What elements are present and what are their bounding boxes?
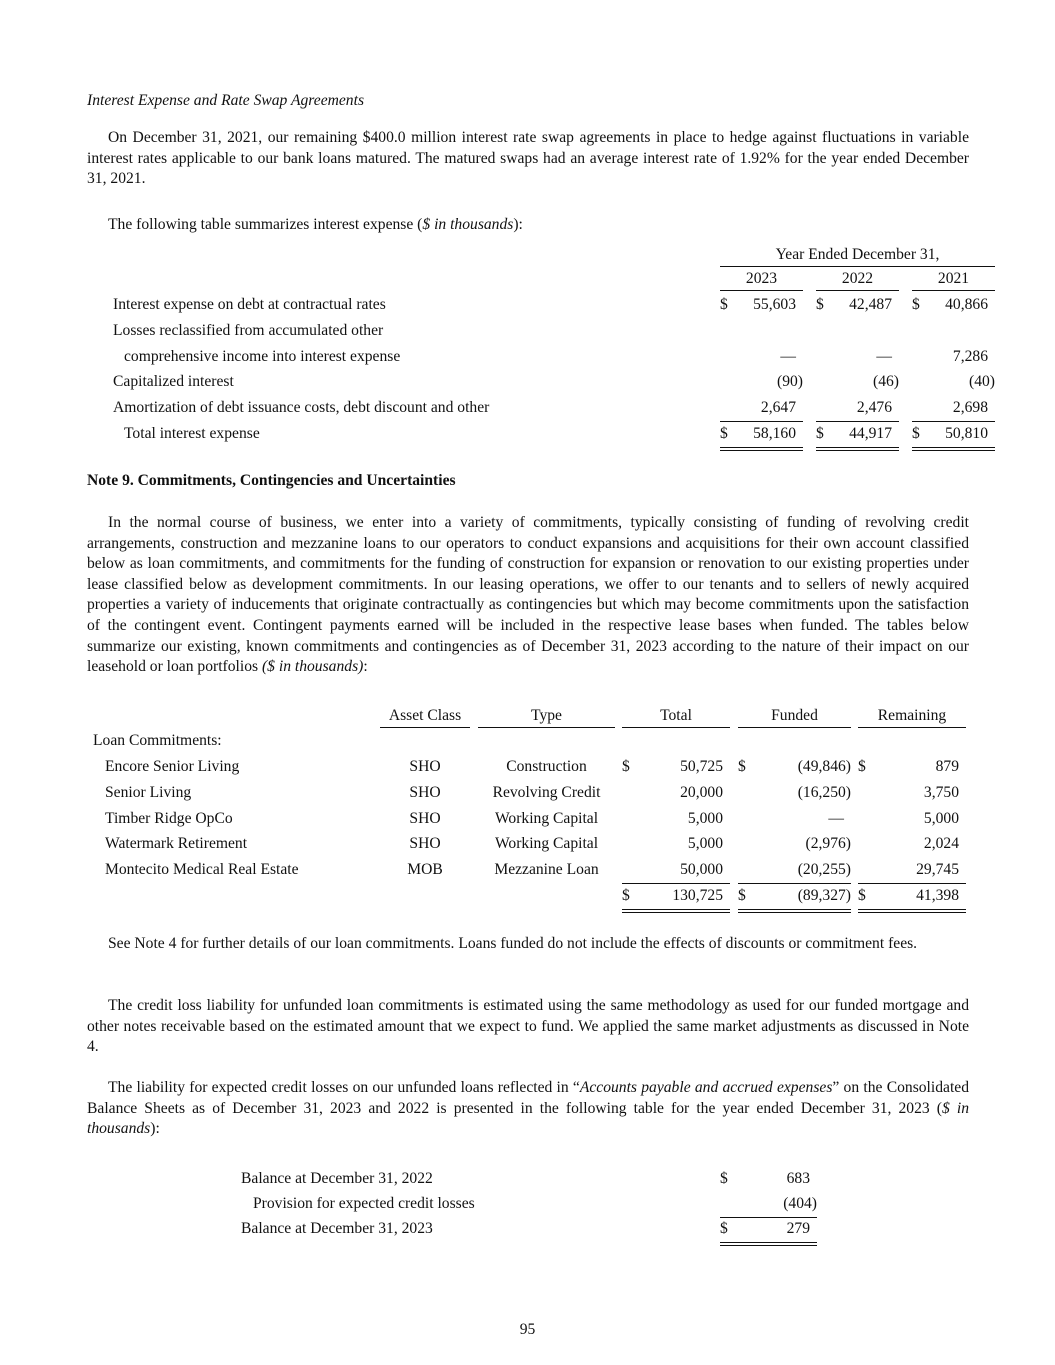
year-header: 2023	[720, 268, 803, 291]
column-header: Funded	[738, 705, 851, 728]
row-label: comprehensive income into interest expense	[124, 347, 401, 365]
remaining-cell	[858, 883, 966, 913]
loan-type: Mezzanine Loan	[494, 861, 599, 879]
amount-value: (46)	[873, 373, 899, 391]
asset-class: MOB	[407, 861, 443, 879]
remaining-cell	[858, 780, 966, 806]
text: ):	[513, 216, 523, 233]
amount-value: 7,286	[952, 347, 988, 365]
amount-value: 41,398	[916, 887, 959, 904]
amount-value: 5,000	[923, 809, 959, 827]
table-row	[0, 780, 1055, 806]
currency-symbol: $	[816, 425, 824, 442]
amount-value: 42,487	[849, 296, 892, 313]
amount-value: 40,866	[945, 296, 988, 313]
amount-cell	[912, 395, 995, 422]
amount-cell	[720, 395, 803, 422]
operator-name: Montecito Medical Real Estate	[105, 861, 299, 879]
asset-class: SHO	[409, 809, 441, 827]
column-header: Total	[622, 705, 730, 728]
amount-value: —	[876, 347, 892, 365]
amount-value: 2,476	[856, 399, 892, 417]
text-italic: Accounts payable and accrued expenses	[579, 1079, 833, 1096]
row-label: Amortization of debt issuance costs, debt discount and other	[113, 399, 490, 417]
amount-value: 58,160	[753, 425, 796, 442]
amount-cell	[720, 292, 803, 318]
amount-cell	[720, 369, 803, 395]
text-italic: $ in thousands	[87, 1099, 969, 1138]
currency-symbol: $	[912, 425, 920, 442]
amount-cell	[816, 395, 899, 422]
text: :	[363, 658, 368, 676]
currency-symbol: $	[720, 1220, 728, 1237]
table-row	[0, 1166, 1055, 1192]
group-label: Loan Commitments:	[93, 732, 222, 749]
amount-value	[988, 318, 995, 344]
amount-cell	[720, 318, 803, 344]
table-row	[0, 421, 1055, 447]
amount-value: 50,000	[680, 861, 723, 879]
table-row	[0, 395, 1055, 421]
operator-name: Senior Living	[105, 783, 192, 801]
currency-symbol: $	[816, 296, 824, 313]
table-row	[0, 1191, 1055, 1217]
text: In the normal course of business, we enter into a variety of commitments, typically consisting of funding of revolving credit arrangements, construction and mezzanine loans to our operators to conduct expansions and acquisitions for their own account classified below as loan commitments, and commitments for the funding of construction for expansion or renovation to our existing properties under lease classified below as development commitments. In our leasing operations, we offer to our tenants and to sellers of newly acquired properties a variety of inducements that originate contractually as contingencies but which may become commitments upon the satisfaction of the contingent event. Contingent payments earned will be included in the respective lease bases when funded. The tables below summarize our existing, known commitments and contingencies as of December 31, 2023 according to the nature of their impact on our leasehold or loan portfolios	[87, 514, 969, 676]
amount-cell	[912, 369, 995, 395]
column-header: Asset Class	[380, 705, 470, 728]
amount-cell	[912, 421, 995, 451]
amount-value: 29,745	[916, 861, 959, 879]
amount-cell	[720, 1166, 817, 1192]
amount-value: 879	[935, 758, 959, 775]
total-cell	[622, 883, 730, 913]
paragraph-credit-loss: The credit loss liability for unfunded loan commitments is estimated using the same methodology as used for our funded mortgage and other notes receivable based on the estimated amount that we expect to fund. We applied the same market adjustments as discussed in Note 4.	[87, 997, 969, 1056]
currency-symbol: $	[622, 758, 630, 775]
total-cell	[622, 831, 730, 857]
amount-value: 2,024	[923, 835, 959, 853]
total-cell	[622, 806, 730, 832]
paragraph-swap: On December 31, 2021, our remaining $400.0 million interest rate swap agreements in place to hedge against fluctuations in variable interest rates applicable to our bank loans matured. The matured swaps had an average interest rate of 1.92% for the year ended December 31, 2021.	[87, 129, 969, 188]
table-row	[0, 292, 1055, 318]
amount-value: (404)	[783, 1195, 817, 1212]
amount-value: 55,603	[753, 296, 796, 313]
row-label: Provision for expected credit losses	[253, 1195, 475, 1212]
amount-cell	[720, 1216, 817, 1246]
asset-class: SHO	[409, 758, 441, 775]
funded-cell	[738, 754, 851, 780]
row-label: Interest expense on debt at contractual rates	[113, 296, 386, 313]
amount-value: 50,725	[680, 758, 723, 775]
operator-name: Watermark Retirement	[105, 835, 248, 853]
year-header: 2021	[912, 268, 995, 291]
amount-value: 2,647	[760, 399, 796, 417]
currency-symbol: $	[720, 425, 728, 442]
amount-cell	[816, 292, 899, 318]
table-row	[0, 806, 1055, 832]
currency-symbol: $	[720, 1170, 728, 1187]
amount-value: —	[780, 347, 796, 365]
funded-cell	[738, 831, 851, 857]
amount-value: (16,250)	[797, 783, 851, 801]
table-row	[0, 831, 1055, 857]
amount-value: 20,000	[680, 783, 723, 801]
column-header: Type	[478, 705, 615, 728]
note-9-title: Note 9. Commitments, Contingencies and Uncertainties	[87, 472, 456, 489]
amount-cell	[720, 421, 803, 451]
amount-value: (89,327)	[797, 887, 851, 904]
amount-value: (20,255)	[797, 861, 851, 879]
currency-symbol: $	[622, 887, 630, 904]
remaining-cell	[858, 831, 966, 857]
remaining-cell	[858, 754, 966, 780]
table-row	[0, 369, 1055, 395]
amount-value	[892, 318, 899, 344]
row-label: Total interest expense	[124, 425, 260, 442]
amount-value: 130,725	[672, 887, 723, 904]
asset-class: SHO	[409, 783, 441, 801]
amount-value	[796, 318, 803, 344]
text-italic: ($ in thousands)	[261, 658, 364, 676]
currency-symbol: $	[720, 296, 728, 313]
amount-value: (2,976)	[805, 835, 851, 853]
table-row	[0, 344, 1055, 370]
amount-cell	[816, 421, 899, 451]
row-label: Losses reclassified from accumulated other	[113, 321, 384, 339]
amount-cell	[816, 344, 899, 370]
amount-cell	[912, 292, 995, 318]
loan-type: Working Capital	[494, 809, 599, 827]
remaining-cell	[858, 857, 966, 884]
paragraph-table-intro	[87, 215, 969, 236]
total-cell	[622, 754, 730, 780]
amount-value: (49,846)	[797, 758, 851, 775]
amount-value: (40)	[969, 373, 995, 391]
currency-symbol: $	[858, 887, 866, 904]
section-title: Interest Expense and Rate Swap Agreements	[87, 92, 365, 109]
amount-cell	[912, 344, 995, 370]
text: ” on the Consolidated Balance Sheets as of December 31, 2023 and 2022 is presented in the following table for the year ended December 31, 2023 (	[87, 1079, 969, 1117]
asset-class: SHO	[409, 835, 441, 853]
amount-value: 5,000	[687, 809, 723, 827]
amount-cell	[912, 318, 995, 344]
text: The liability for expected credit losses on our unfunded loans reflected in “	[108, 1079, 580, 1096]
currency-symbol: $	[912, 296, 920, 313]
currency-symbol: $	[738, 758, 746, 775]
remaining-cell	[858, 806, 966, 832]
page-number: 95	[519, 1321, 536, 1338]
funded-cell	[738, 806, 851, 832]
text: The following table summarizes interest expense (	[108, 216, 423, 233]
loan-type: Revolving Credit	[492, 783, 601, 801]
paragraph-see-note4: See Note 4 for further details of our loan commitments. Loans funded do not include the effects of discounts or commitment fees.	[108, 935, 918, 952]
amount-value: 2,698	[952, 399, 988, 417]
currency-symbol: $	[858, 758, 866, 775]
paragraph-liability	[87, 1078, 969, 1140]
text: ):	[150, 1120, 160, 1138]
column-header: Remaining	[858, 705, 966, 728]
total-row	[0, 883, 1055, 909]
currency-symbol: $	[738, 887, 746, 904]
loan-type: Construction	[506, 758, 587, 775]
table-row	[0, 754, 1055, 780]
amount-cell	[720, 344, 803, 370]
row-label: Balance at December 31, 2023	[241, 1220, 433, 1237]
amount-value: 3,750	[923, 783, 959, 801]
operator-name: Timber Ridge OpCo	[105, 809, 233, 827]
funded-cell	[738, 857, 851, 884]
paragraph-note9	[87, 513, 969, 678]
year-header: 2022	[816, 268, 899, 291]
amount-cell	[720, 1191, 817, 1218]
row-label: Capitalized interest	[113, 373, 234, 391]
table-row	[0, 318, 1055, 344]
row-label: Balance at December 31, 2022	[241, 1170, 433, 1187]
amount-value: 683	[786, 1170, 810, 1187]
amount-value: —	[828, 809, 844, 827]
funded-cell	[738, 883, 851, 913]
amount-cell	[816, 318, 899, 344]
text-italic: $ in thousands	[422, 216, 514, 233]
amount-value: 44,917	[849, 425, 892, 442]
amount-value: 5,000	[687, 835, 723, 853]
amount-value: (90)	[777, 373, 803, 391]
funded-cell	[738, 780, 851, 806]
amount-value: 50,810	[945, 425, 988, 442]
period-header: Year Ended December 31,	[720, 244, 995, 267]
total-cell	[622, 857, 730, 884]
operator-name: Encore Senior Living	[105, 758, 240, 775]
total-cell	[622, 780, 730, 806]
amount-value: 279	[786, 1220, 810, 1237]
loan-type: Working Capital	[494, 835, 599, 853]
amount-cell	[816, 369, 899, 395]
table-row	[0, 857, 1055, 883]
table-row	[0, 1216, 1055, 1242]
